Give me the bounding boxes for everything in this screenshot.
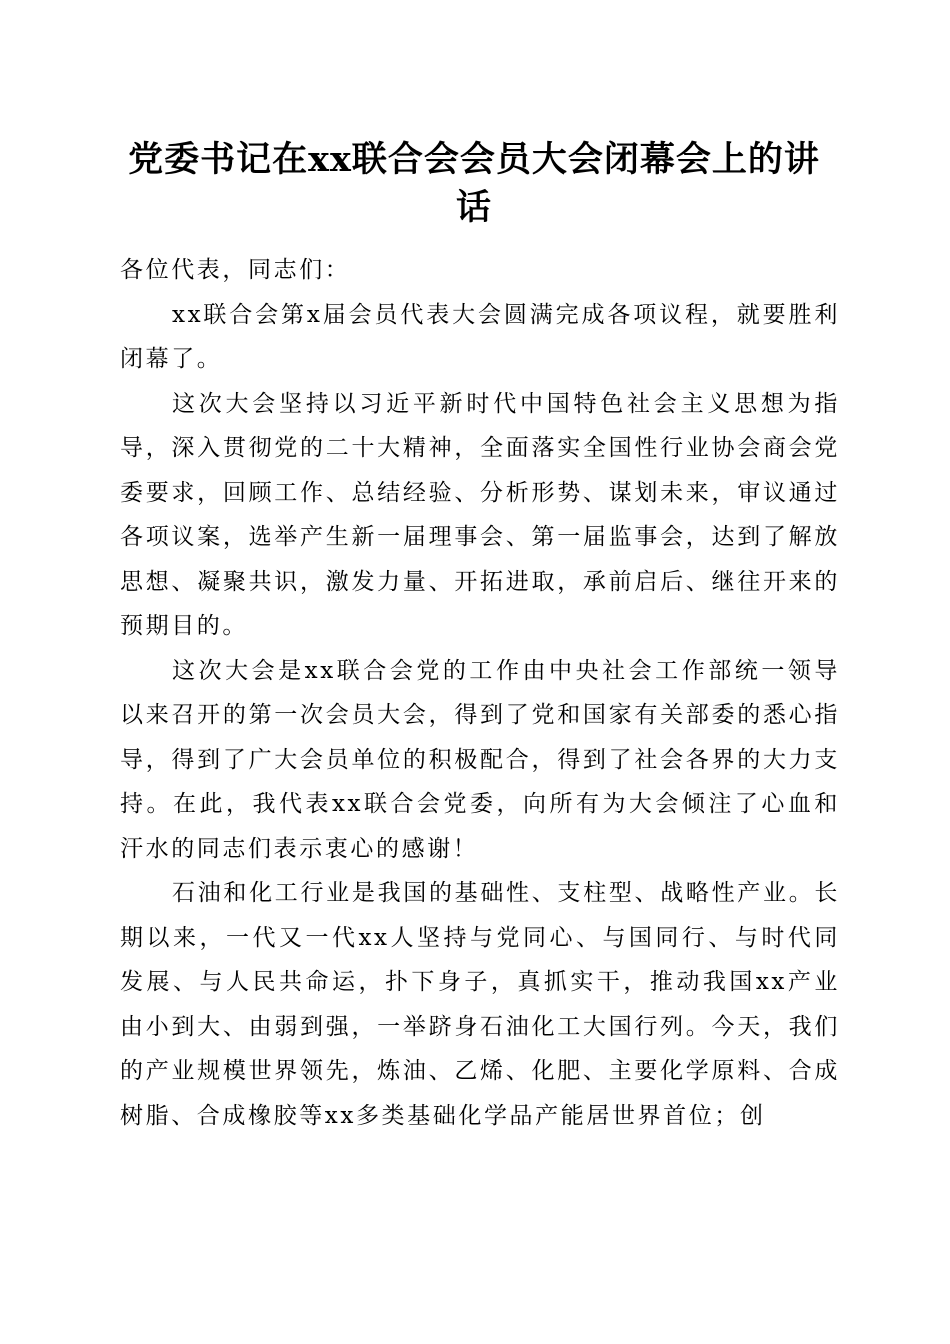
salutation: 各位代表，同志们： xyxy=(120,257,351,283)
paragraph: 这次大会是xx联合会党的工作由中央社会工作部统一领导以来召开的第一次会员大会，得到了党和国家有关部委的悉心指导，得到了广大会员单位的积极配合，得到了社会各界的大力支持。在此，我代表xx联合会党委，向所有为大会倾注了心血和汗水的同志们表示衷心的感谢！ xyxy=(120,657,840,862)
document-body xyxy=(120,248,840,1138)
paragraph: 石油和化工行业是我国的基础性、支柱型、战略性产业。长期以来，一代又一代xx人坚持与党同心、与国同行、与时代同发展、与人民共命运，扑下身子，真抓实干，推动我国xx产业由小到大、由弱到强，一举跻身石油化工大国行列。今天，我们的产业规模世界领先，炼油、乙烯、化肥、主要化学原料、合成树脂、合成橡胶等xx多类基础化学品产能居世界首位；创 xyxy=(120,880,840,1129)
paragraph: xx联合会第x届会员代表大会圆满完成各项议程，就要胜利闭幕了。 xyxy=(120,301,840,372)
document-title: 党委书记在xx联合会会员大会闭幕会上的讲话 xyxy=(128,139,820,228)
paragraph: 这次大会坚持以习近平新时代中国特色社会主义思想为指导，深入贯彻党的二十大精神，全面落实全国性行业协会商会党委要求，回顾工作、总结经验、分析形势、谋划未来，审议通过各项议案，选举产生新一届理事会、第一届监事会，达到了解放思想、凝聚共识，激发力量、开拓进取，承前启后、继往开来的预期目的。 xyxy=(120,390,840,639)
